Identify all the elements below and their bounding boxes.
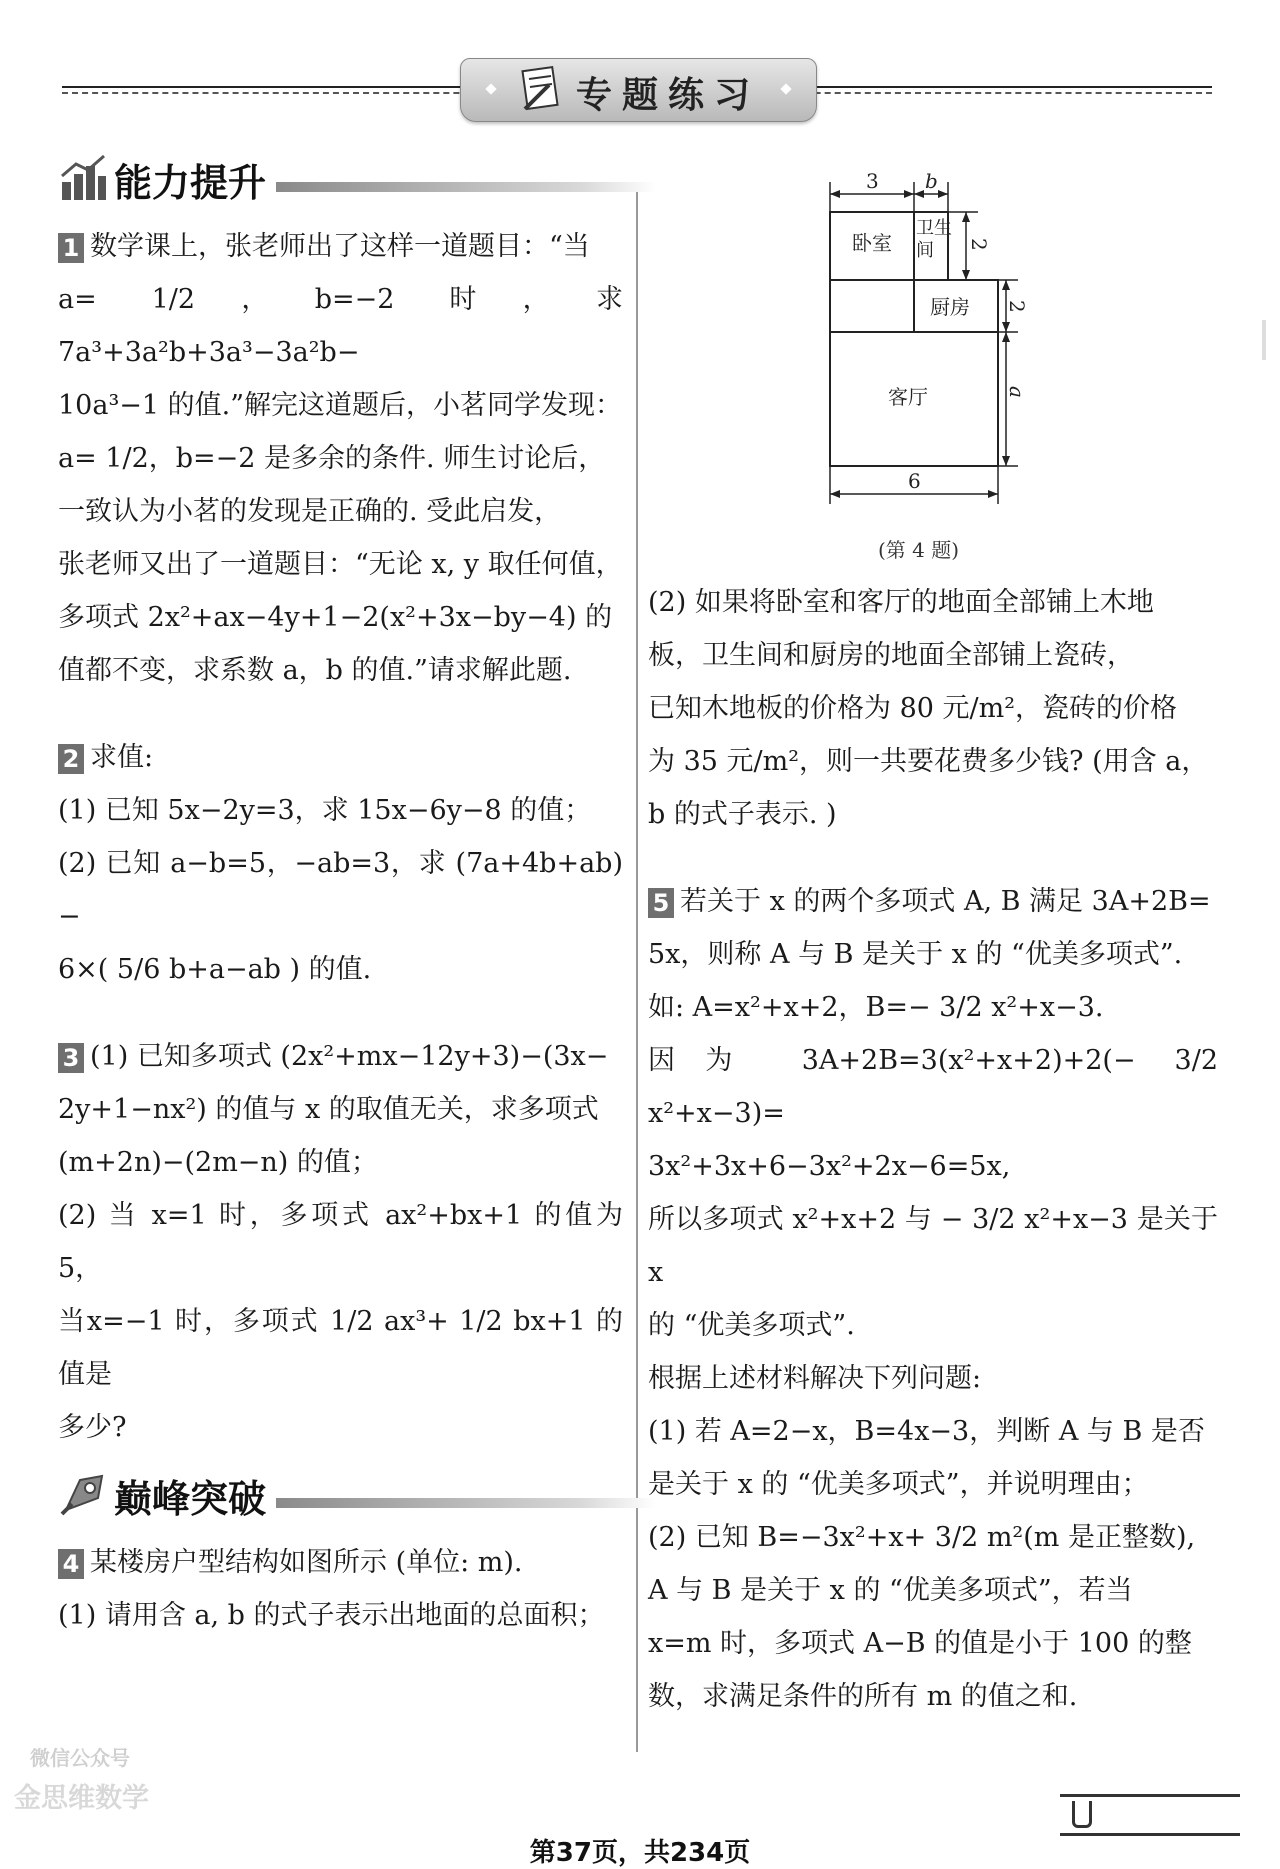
text-line: 已知木地板的价格为 80 元/m²，瓷砖的价格 [648, 693, 1178, 724]
floor-plan-diagram [648, 172, 1218, 532]
text-line: 多少? [58, 1412, 127, 1443]
text-line: (2) 如果将卧室和客厅的地面全部铺上木地 [648, 587, 1154, 618]
edge-mark [1262, 320, 1266, 360]
question-number: 2 [58, 744, 84, 774]
text-line: 求值: [90, 742, 154, 773]
text-line: a= 1/2，b=−2 时，求 7a³+3a²b+3a³−3a²b− [58, 284, 623, 368]
text-line: 如: A=x²+x+2，B=− 3/2 x²+x−3. [648, 992, 1104, 1023]
dim-label-top-b: b [925, 172, 938, 193]
floor-plan-figure [648, 172, 1218, 572]
question-4 [58, 1536, 623, 1642]
text-line: 所以多项式 x²+x+2 与 − 3/2 x²+x−3 是关于 x [648, 1204, 1218, 1288]
column-divider [636, 182, 638, 1752]
text-line: (2) 已知 B=−3x²+x+ 3/2 m²(m 是正整数), [648, 1522, 1196, 1553]
text-line: b 的式子表示. ) [648, 799, 837, 830]
text-line: 板，卫生间和厨房的地面全部铺上瓷砖， [648, 640, 1134, 671]
text-line: 张老师又出了一道题目：“无论 x, y 取任何值， [58, 549, 623, 580]
dim-label-bath: 2 [967, 238, 991, 251]
section-bar [276, 1498, 656, 1508]
diamond-icon [780, 83, 791, 94]
text-line: 为 35 元/m²，则一共要花费多少钱? (用含 a， [648, 746, 1209, 777]
notebook-pencil-icon [519, 65, 563, 113]
dim-label-top: 3 [866, 172, 879, 193]
section-title: 巅峰突破 [114, 1477, 267, 1521]
text-line: 3x²+3x+6−3x²+2x−6=5x, [648, 1151, 1011, 1182]
text-line: (1) 请用含 a, b 的式子表示出地面的总面积； [58, 1600, 605, 1631]
left-column [58, 150, 623, 1642]
question-number: 3 [58, 1043, 84, 1073]
section-heading [58, 150, 623, 220]
dim-label-kitchen: 2 [1005, 300, 1029, 313]
section-heading [58, 1466, 623, 1536]
text-line: (1) 已知 5x−2y=3，求 15x−6y−8 的值； [58, 795, 592, 826]
room-label-living: 客厅 [888, 385, 928, 409]
question-5 [648, 875, 1218, 1723]
text-line: 多项式 2x²+ax−4y+1−2(x²+3x−by−4) 的 [58, 602, 613, 633]
text-line: 10a³−1 的值.”解完这道题后，小茗同学发现： [58, 390, 623, 421]
text-line: x=m 时，多项式 A−B 的值是小于 100 的整 [648, 1628, 1192, 1659]
page-indicator: 第37页，共234页 [529, 1838, 751, 1868]
question-number: 5 [648, 888, 674, 918]
text-line: 当x=−1 时，多项式 1/2 ax³+ 1/2 bx+1 的值是 [58, 1306, 623, 1390]
bar-chart-icon [58, 154, 108, 202]
section-bar [276, 182, 656, 192]
book-edge-mark [1060, 1794, 1240, 1836]
section-title: 能力提升 [114, 161, 267, 205]
room-label-bathroom-2: 间 [916, 240, 934, 261]
dim-label-bottom: 6 [908, 469, 921, 493]
diamond-icon [485, 83, 496, 94]
text-line: 若关于 x 的两个多项式 A, B 满足 3A+2B= [680, 886, 1211, 917]
text-line: 的 “优美多项式”. [648, 1310, 855, 1341]
text-line: (m+2n)−(2m−n) 的值； [58, 1147, 378, 1178]
text-line: 值都不变，求系数 a，b 的值.”请求解此题. [58, 655, 572, 686]
question-2 [58, 731, 623, 996]
text-line: 2y+1−nx²) 的值与 x 的取值无关，求多项式 [58, 1094, 599, 1125]
question-3 [58, 1030, 623, 1454]
text-line: (1) 已知多项式 (2x²+mx−12y+3)−(3x− [90, 1041, 609, 1072]
question-1 [58, 220, 623, 697]
text-line: 数，求满足条件的所有 m 的值之和. [648, 1681, 1078, 1712]
text-line: A 与 B 是关于 x 的 “优美多项式”，若当 [648, 1575, 1133, 1606]
text-line: 根据上述材料解决下列问题: [648, 1363, 982, 1394]
text-line: a= 1/2，b=−2 是多余的条件. 师生讨论后， [58, 443, 606, 474]
text-line: (2) 已知 a−b=5，−ab=3，求 (7a+4b+ab)− [58, 848, 623, 932]
rocket-icon [58, 1470, 108, 1518]
text-line: 数学课上，张老师出了这样一道题目：“当 [90, 231, 590, 262]
question-4-part-2 [648, 576, 1218, 841]
watermark-line-1: 微信公众号 [30, 1746, 130, 1770]
room-label-kitchen: 厨房 [930, 295, 970, 319]
text-line: 6×( 5/6 b+a−ab ) 的值. [58, 954, 372, 985]
text-line: 某楼房户型结构如图所示 (单位: m). [90, 1547, 523, 1578]
text-line: (1) 若 A=2−x，B=4x−3，判断 A 与 B 是否 [648, 1416, 1205, 1447]
text-line: 因为 3A+2B=3(x²+x+2)+2(− 3/2 x²+x−3)= [648, 1045, 1218, 1129]
page-title: 专题练习 [576, 75, 761, 116]
dim-label-a: a [1005, 386, 1029, 398]
text-line: 一致认为小茗的发现是正确的. 受此启发， [58, 496, 562, 527]
right-column [648, 172, 1218, 1723]
figure-caption: (第 4 题) [878, 538, 960, 562]
question-number: 4 [58, 1549, 84, 1579]
text-line: (2) 当 x=1 时，多项式 ax²+bx+1 的值为 5， [58, 1200, 623, 1284]
watermark-line-2: 金思维数学 [14, 1783, 149, 1814]
room-label-bedroom: 卧室 [852, 231, 892, 255]
header-banner [460, 58, 817, 122]
room-label-bathroom: 卫生 [916, 218, 952, 239]
question-number: 1 [58, 233, 84, 263]
text-line: 是关于 x 的 “优美多项式”，并说明理由； [648, 1469, 1149, 1500]
text-line: 5x，则称 A 与 B 是关于 x 的 “优美多项式”. [648, 939, 1183, 970]
